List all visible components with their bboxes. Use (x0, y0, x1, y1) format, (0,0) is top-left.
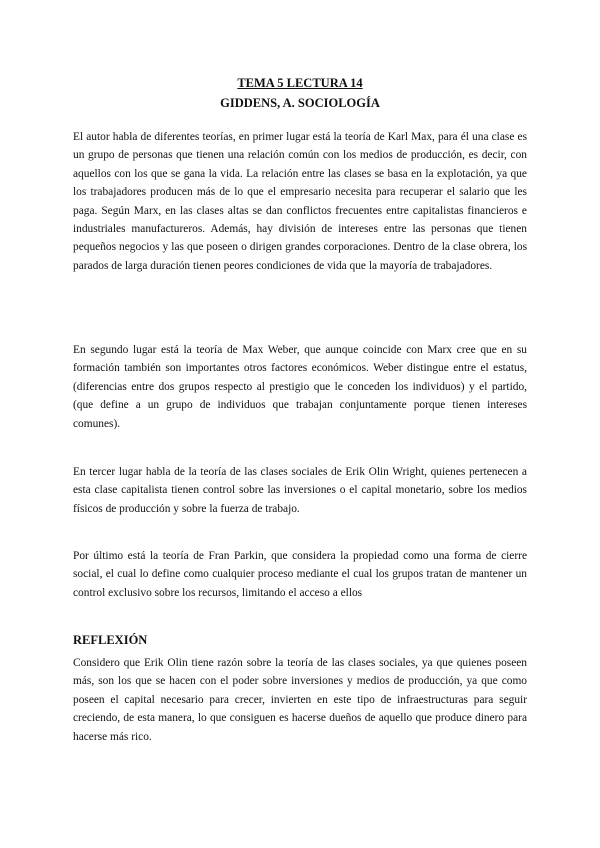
document-title: TEMA 5 LECTURA 14 (237, 76, 363, 90)
paragraph-wright: En tercer lugar habla de la teoría de las clases sociales de Erik Olin Wright, quienes pertenecen a esta clase capitalista tienen control sobre las inversiones o el capital monetario, sobre los medios físicos de producción y sobre la fuerza de trabajo. (73, 466, 527, 515)
paragraph-parkin: Por último está la teoría de Fran Parkin, que considera la propiedad como una forma de cierre social, el cual lo define como cualquier proceso mediante el cual los grupos tratan de mantener un control exclusivo sobre los recursos, limitando el acceso a ellos (73, 550, 527, 599)
reflection-paragraph: Considero que Erik Olin tiene razón sobre la teoría de las clases sociales, ya que quienes poseen más, son los que se hacen con el poder sobre inversiones y medios de producción, ya que como poseen el capital necesario para crecer, invierten en este tipo de infraestructuras para seguir creciendo, de esta manera, lo que consiguen es hacerse dueños de aquello que produce dinero para hacerse más rico. (73, 657, 527, 743)
paragraph-weber: En segundo lugar está la teoría de Max Weber, que aunque coincide con Marx cree que en su formación también son importantes otros factores económicos. Weber distingue entre el estatus, (diferencias entre dos grupos respecto al prestigio que le conceden los individuos) y el partido, (que define a un grupo de individuos que trabajan conjuntamente porque tienen intereses comunes). (73, 344, 527, 430)
paragraph-marx: El autor habla de diferentes teorías, en primer lugar está la teoría de Karl Max, para él una clase es un grupo de personas que tienen una relación común con los medios de producción, es decir, con aquellos con los que se gana la vida. La relación entre las clases se basa en la explotación, ya que los trabajadores producen más de lo que el empresario necesita para recuperar el salario que les paga. Según Marx, en las clases altas se dan conflictos frecuentes entre capitalistas financieros e industriales manufactureros. Además, hay división de intereses entre las personas que tienen pequeños negocios y las que poseen o dirigen grandes corporaciones. Dentro de la clase obrera, los parados de larga duración tienen peores condiciones de vida que la mayoría de trabajadores. (73, 131, 527, 272)
document-subtitle: GIDDENS, A. SOCIOLOGÍA (220, 96, 380, 110)
reflection-heading: REFLEXIÓN (73, 633, 148, 647)
